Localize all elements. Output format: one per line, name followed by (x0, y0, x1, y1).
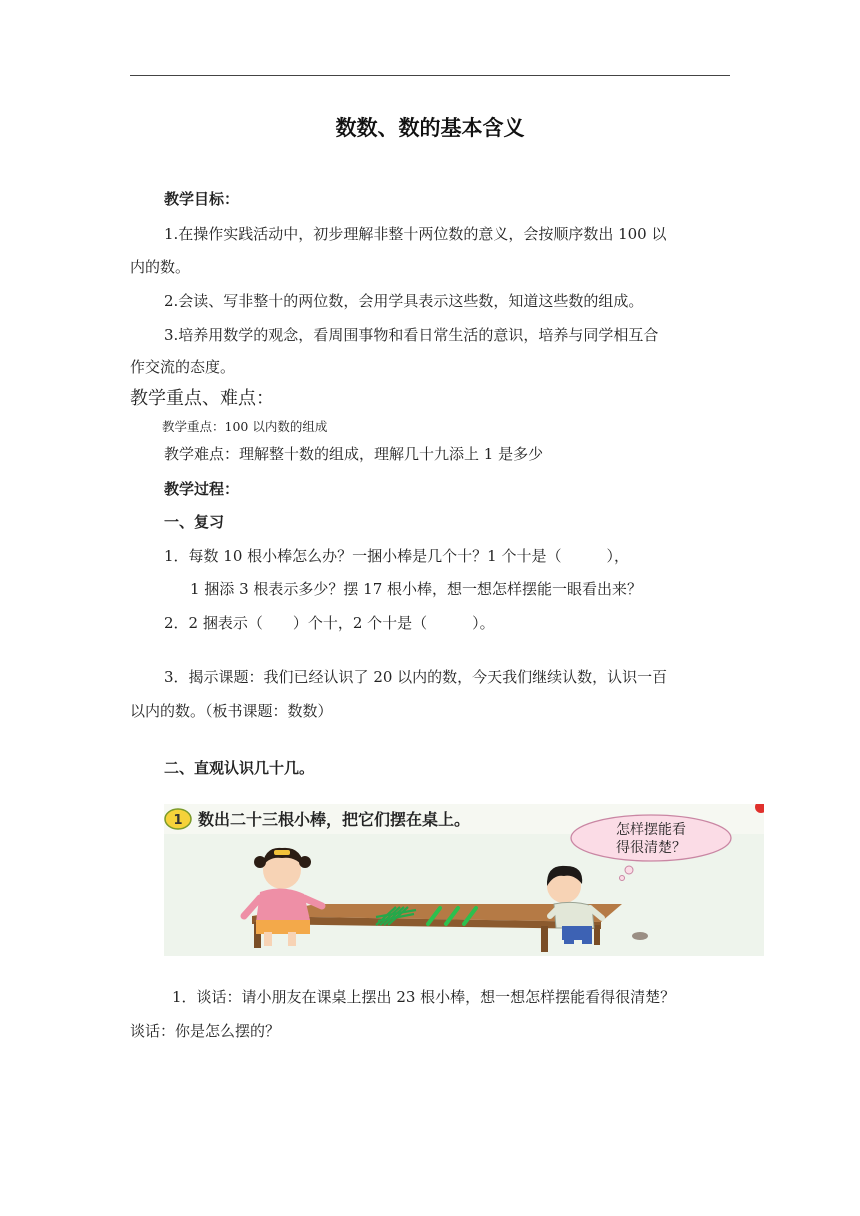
section-2-heading: 二、直观认识几十几。 (164, 759, 315, 777)
goal-2: 2.会读、写非整十的两位数，会用学具表示这些数，知道这些数的组成。 (164, 292, 644, 310)
bubble-line-2: 得很清楚？ (616, 840, 686, 856)
textbook-illustration (164, 804, 764, 956)
goal-1-line-1: 1.在操作实践活动中，初步理解非整十两位数的意义，会按顺序数出 100 以 (164, 225, 667, 243)
review-heading: 一、复习 (164, 513, 225, 531)
goal-1-line-2: 内的数。 (130, 258, 191, 276)
process-heading: 教学过程： (164, 480, 240, 498)
goal-3-line-2: 作交流的态度。 (130, 358, 236, 376)
talk-line-2: 谈话：你是怎么摆的？ (130, 1022, 281, 1040)
review-item-3-line-1: 3．揭示课题：我们已经认识了 20 以内的数，今天我们继续认数，认识一百 (164, 668, 668, 686)
bubble-line-1: 怎样摆能看 (616, 822, 686, 838)
header-rule (130, 75, 730, 76)
goal-3-line-1: 3.培养用数学的观念，看周围事物和看日常生活的意识，培养与同学相互合 (164, 326, 659, 344)
goals-heading: 教学目标： (164, 190, 240, 208)
review-item-3-line-2: 以内的数。（板书课题：数数） (130, 702, 333, 720)
keypoint: 教学重点：100 以内数的组成 (162, 419, 328, 434)
instruction-text: 数出二十三根小棒，把它们摆在桌上。 (198, 810, 471, 829)
difficulty: 教学难点：理解整十数的组成，理解几十九添上 1 是多少 (164, 445, 544, 463)
document-title: 数数、数的基本含义 (335, 116, 525, 140)
number-badge-text: 1 (173, 813, 183, 828)
review-item-2: 2．2 捆表示（ ）个十，2 个十是（ ）。 (164, 614, 495, 632)
review-item-1-line-2: 1 捆添 3 根表示多少？摆 17 根小棒，想一想怎样摆能一眼看出来？ (190, 580, 643, 598)
talk-line-1: 1．谈话：请小朋友在课桌上摆出 23 根小棒，想一想怎样摆能看得很清楚？ (172, 988, 676, 1006)
keypoints-heading: 教学重点、难点： (130, 388, 274, 409)
review-item-1-line-1: 1．每数 10 根小棒怎么办？一捆小棒是几个十？1 个十是（ ）， (164, 547, 629, 565)
number-badge-icon (165, 809, 191, 829)
